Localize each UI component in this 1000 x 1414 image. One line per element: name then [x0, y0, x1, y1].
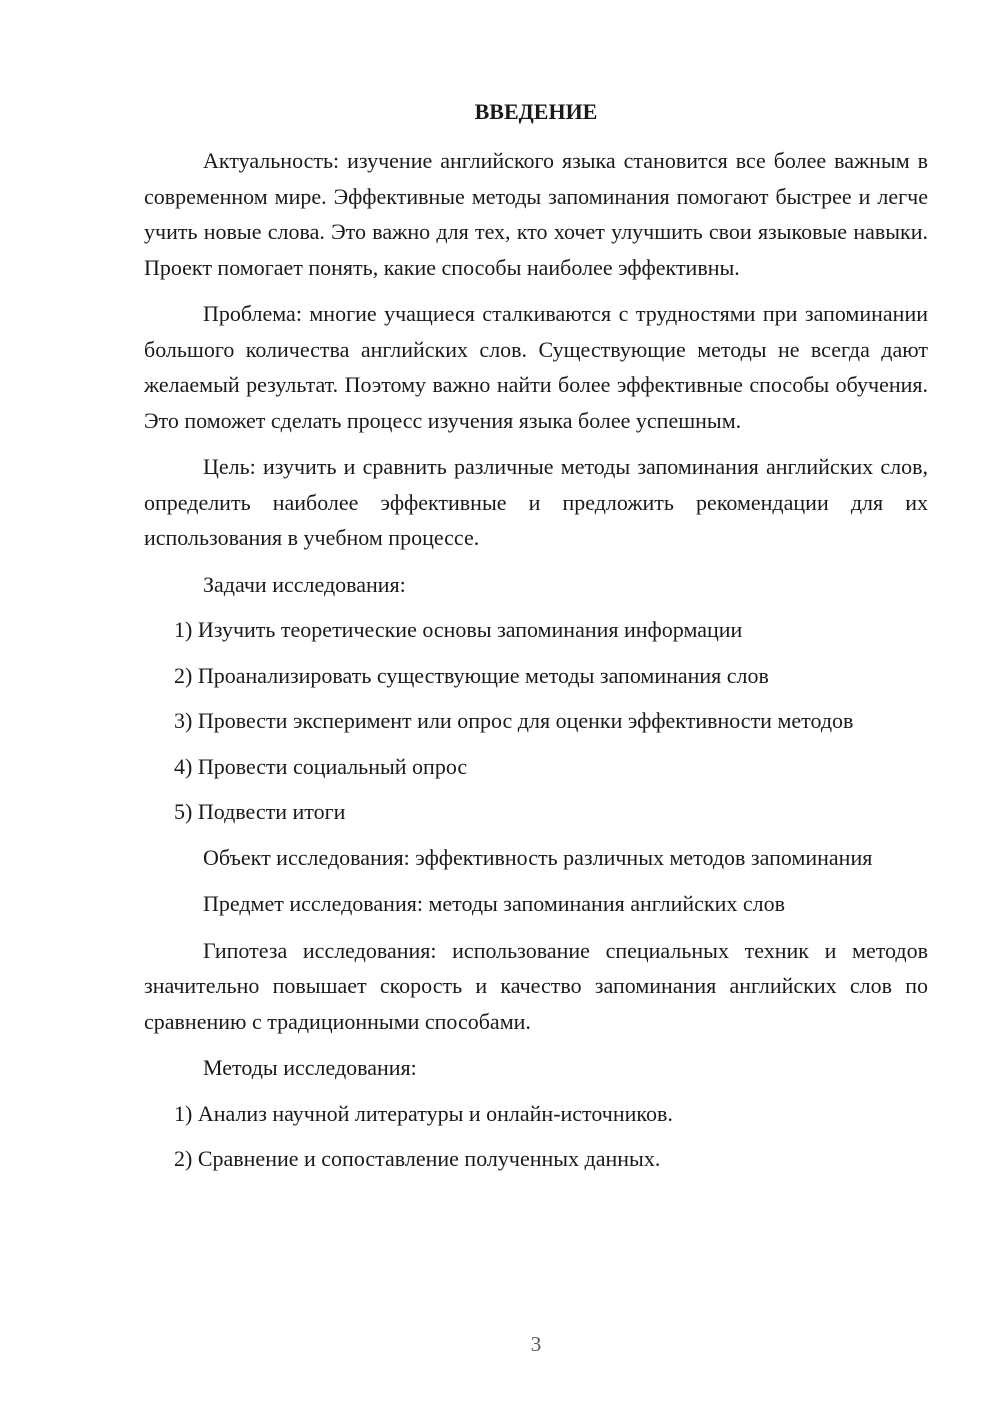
hypothesis-paragraph: Гипотеза исследования: использование специальных техник и методов значительно повышает скорость и качество запоминания английских слов по сравнению с традиционными способами.	[144, 937, 928, 1034]
relevance-paragraph: Актуальность: изучение английского языка становится все более важным в современном мире. Эффективные методы запоминания помогают быстрее и легче учить новые слова. Это важно для тех, кто хочет улучшить свои языковые навыки. Проект помогает понять, какие способы наиболее эффективны.	[144, 148, 928, 280]
task-item: 4) Провести социальный опрос	[174, 753, 468, 779]
task-item: 1) Изучить теоретические основы запоминания информации	[174, 617, 743, 642]
task-item: 3) Провести эксперимент или опрос для оценки эффективности методов	[174, 708, 854, 733]
object-paragraph: Объект исследования: эффективность различных методов запоминания	[203, 844, 873, 870]
problem-paragraph: Проблема: многие учащиеся сталкиваются с трудностями при запоминании большого количества английских слов. Существующие методы не всегда дают желаемый результат. Поэтому важно найти более эффективные способы обучения. Это поможет сделать процесс изучения языка более успешным.	[144, 301, 928, 433]
task-item: 5) Подвести итоги	[174, 799, 346, 824]
goal-paragraph: Цель: изучить и сравнить различные методы запоминания английских слов, определить наиболее эффективные и предложить рекомендации для их использования в учебном процессе.	[144, 454, 928, 550]
method-item: 1) Анализ научной литературы и онлайн-источников.	[174, 1100, 673, 1126]
task-item: 2) Проанализировать существующие методы запоминания слов	[174, 662, 769, 688]
subject-paragraph: Предмет исследования: методы запоминания английских слов	[203, 891, 786, 916]
document-page	[144, 94, 928, 1187]
section-title: ВВЕДЕНИЕ	[474, 99, 598, 124]
methods-heading: Методы исследования:	[203, 1055, 417, 1080]
method-item: 2) Сравнение и сопоставление полученных данных.	[174, 1146, 661, 1171]
page-number: 3	[530, 1332, 542, 1356]
tasks-heading: Задачи исследования:	[203, 571, 406, 597]
